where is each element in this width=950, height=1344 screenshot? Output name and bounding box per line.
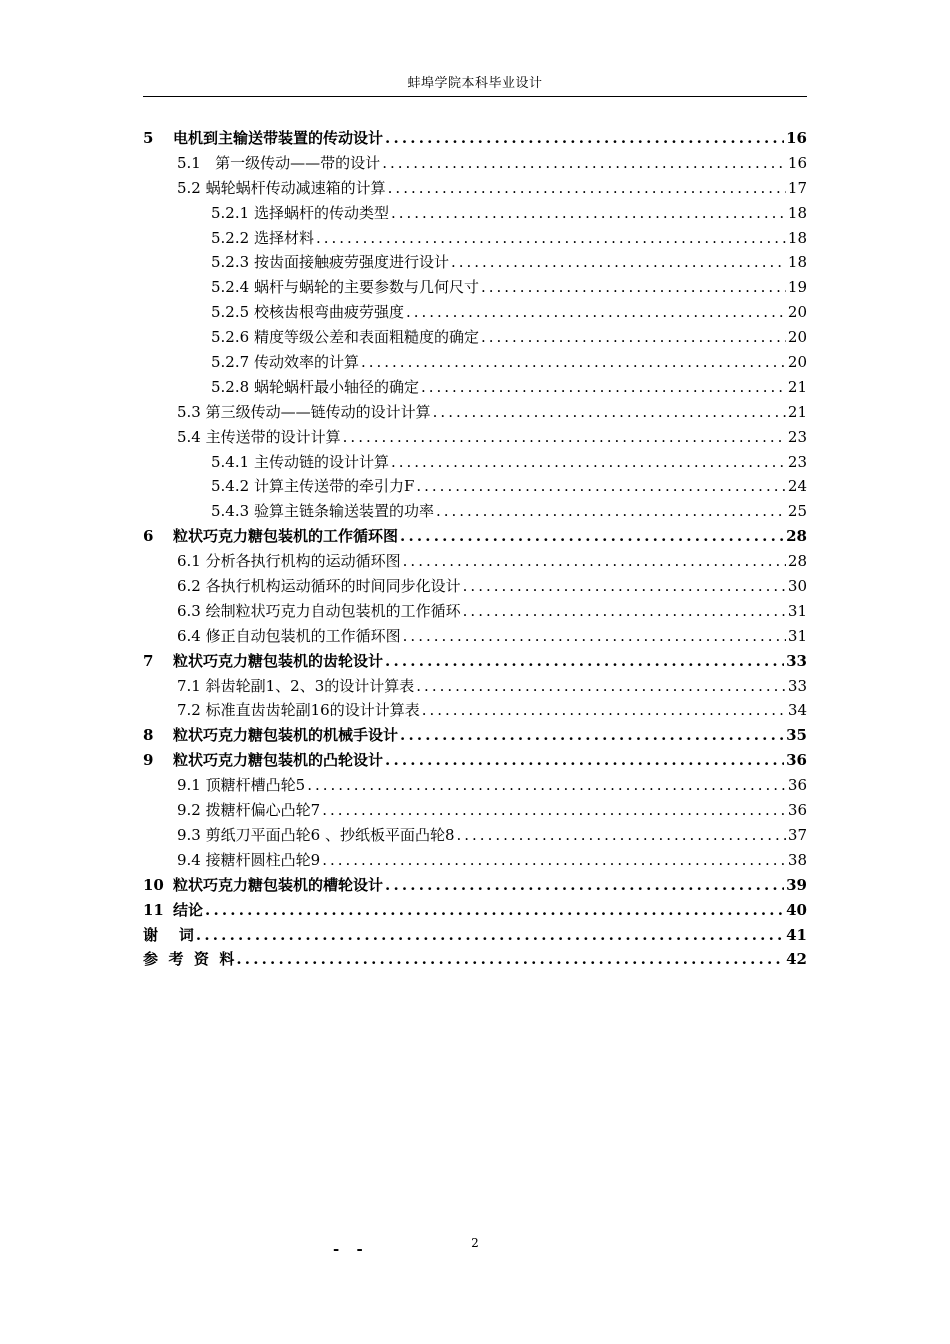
toc-entry-title: 第三级传动——链传动的设计计算 xyxy=(205,402,431,421)
toc-entry-number: 5.4.3 xyxy=(211,502,250,521)
header-divider xyxy=(143,96,807,97)
toc-entry-number: 7 xyxy=(143,651,154,670)
toc-entry-number: 6.2 xyxy=(177,577,201,596)
toc-entry[interactable] xyxy=(143,450,807,475)
toc-leader-dots xyxy=(457,823,786,848)
toc-entry-title: 校核齿根弯曲疲劳强度 xyxy=(253,303,404,322)
toc-entry-page: 16 xyxy=(787,153,807,172)
toc-entry-title: 精度等级公差和表面粗糙度的确定 xyxy=(253,328,479,347)
toc-entry-label xyxy=(211,375,419,400)
toc-entry-title: 主传送带的设计计算 xyxy=(205,427,341,446)
toc-entry-label xyxy=(177,151,380,176)
toc-entry[interactable] xyxy=(143,126,807,151)
toc-entry-number: 5 xyxy=(143,129,154,147)
toc-entry-label xyxy=(177,176,386,201)
toc-entry-number: 9.2 xyxy=(177,801,201,820)
toc-entry[interactable] xyxy=(143,151,807,176)
toc-entry-title: 接糖杆圆柱凸轮9 xyxy=(205,850,321,869)
toc-entry-title: 顶糖杆槽凸轮5 xyxy=(205,776,306,795)
toc-entry[interactable] xyxy=(143,325,807,350)
toc-entry-page: 37 xyxy=(787,825,807,844)
toc-entry-title: 传动效率的计算 xyxy=(253,353,359,372)
toc-entry-label xyxy=(177,574,461,599)
toc-entry[interactable] xyxy=(143,201,807,226)
toc-entry-number: 5.2.2 xyxy=(211,228,250,247)
toc-entry-title: 剪纸刀平面凸轮6 、抄纸板平面凸轮8 xyxy=(205,825,455,844)
toc-entry-number: 5.2.7 xyxy=(211,353,250,372)
toc-entry[interactable] xyxy=(143,574,807,599)
toc-leader-dots xyxy=(451,250,786,275)
toc-entry-title: 斜齿轮副1、2、3的设计计算表 xyxy=(205,676,415,695)
toc-entry[interactable] xyxy=(143,176,807,201)
toc-entry-page: 24 xyxy=(787,477,807,496)
toc-leader-dots xyxy=(416,674,786,699)
toc-entry[interactable] xyxy=(143,350,807,375)
toc-leader-dots xyxy=(416,474,786,499)
toc-entry-label xyxy=(177,624,401,649)
toc-entry-title: 选择材料 xyxy=(253,228,314,247)
toc-entry[interactable] xyxy=(143,723,807,748)
toc-leader-dots xyxy=(316,226,786,251)
toc-entry-page: 23 xyxy=(787,452,807,471)
toc-entry-page: 21 xyxy=(787,377,807,396)
toc-entry-label xyxy=(177,798,320,823)
toc-entry-title: 参 考 资 料 xyxy=(143,950,235,969)
toc-entry[interactable] xyxy=(143,698,807,723)
toc-entry-title: 拨糖杆偏心凸轮7 xyxy=(205,801,321,820)
toc-entry-number: 6.1 xyxy=(177,552,201,571)
toc-entry[interactable] xyxy=(143,275,807,300)
toc-leader-dots xyxy=(382,151,786,176)
toc-entry-page: 36 xyxy=(787,776,807,795)
toc-entry-label xyxy=(143,649,383,674)
toc-entry-label xyxy=(177,698,420,723)
toc-entry-title: 主传动链的设计计算 xyxy=(253,452,389,471)
toc-entry-label xyxy=(143,898,203,923)
toc-entry-page: 23 xyxy=(787,427,807,446)
toc-entry-page: 20 xyxy=(787,303,807,322)
toc-entry-title: 标准直齿齿轮副16的设计计算表 xyxy=(205,701,420,720)
toc-entry-title: 结论 xyxy=(173,900,204,919)
toc-entry-number: 6.4 xyxy=(177,626,201,645)
toc-entry-label xyxy=(143,923,194,948)
toc-leader-dots xyxy=(463,599,786,624)
toc-entry-title: 验算主链条输送装置的功率 xyxy=(253,502,434,521)
toc-leader-dots xyxy=(385,748,784,773)
toc-leader-dots xyxy=(421,375,786,400)
toc-entry[interactable] xyxy=(143,898,807,923)
toc-entry-number: 5.1 xyxy=(177,153,201,172)
toc-entry-page: 20 xyxy=(787,353,807,372)
toc-entry-page: 30 xyxy=(787,577,807,596)
toc-entry[interactable] xyxy=(143,649,807,674)
toc-entry-label xyxy=(211,450,389,475)
toc-entry-number: 5.2.5 xyxy=(211,303,250,322)
toc-entry-label xyxy=(143,873,383,898)
page-number: 2 xyxy=(471,1236,479,1250)
toc-leader-dots xyxy=(391,201,786,226)
toc-leader-dots xyxy=(343,425,786,450)
toc-leader-dots xyxy=(196,923,784,948)
toc-entry-number: 6 xyxy=(143,527,154,546)
toc-entry-title: 蜗杆与蜗轮的主要参数与几何尺寸 xyxy=(253,278,479,297)
toc-entry-page: 16 xyxy=(786,129,807,147)
toc-entry-label xyxy=(211,300,404,325)
toc-entry-label xyxy=(211,474,414,499)
toc-entry-page: 39 xyxy=(786,875,807,894)
toc-entry-page: 31 xyxy=(787,626,807,645)
toc-entry-number: 7.1 xyxy=(177,676,201,695)
toc-entry-title: 粒状巧克力糖包装机的机械手设计 xyxy=(173,726,399,745)
toc-entry-page: 18 xyxy=(787,253,807,272)
toc-entry-label xyxy=(211,250,449,275)
toc-entry-number: 5.2 xyxy=(177,178,201,197)
toc-leader-dots xyxy=(361,350,786,375)
toc-leader-dots xyxy=(385,873,784,898)
toc-leader-dots xyxy=(388,176,786,201)
toc-entry-page: 21 xyxy=(787,402,807,421)
toc-entry-label xyxy=(143,723,398,748)
toc-entry[interactable] xyxy=(143,400,807,425)
toc-entry[interactable] xyxy=(143,798,807,823)
toc-entry-number: 7.2 xyxy=(177,701,201,720)
toc-entry-title: 计算主传送带的牵引力F xyxy=(253,477,415,496)
toc-entry-label xyxy=(211,499,434,524)
toc-entry-number: 5.2.6 xyxy=(211,328,250,347)
toc-leader-dots xyxy=(205,898,784,923)
toc-entry-label xyxy=(177,848,320,873)
toc-leader-dots xyxy=(481,275,786,300)
toc-entry[interactable] xyxy=(143,823,807,848)
toc-entry-label xyxy=(177,599,461,624)
toc-leader-dots xyxy=(463,574,786,599)
toc-entry-page: 31 xyxy=(787,601,807,620)
toc-entry[interactable] xyxy=(143,873,807,898)
toc-leader-dots xyxy=(385,126,784,151)
toc-entry-page: 42 xyxy=(786,950,807,969)
toc-entry[interactable] xyxy=(143,474,807,499)
toc-entry-page: 17 xyxy=(787,178,807,197)
toc-entry-number: 9.4 xyxy=(177,850,201,869)
toc-entry[interactable] xyxy=(143,748,807,773)
toc-entry-title: 各执行机构运动循环的时间同步化设计 xyxy=(205,577,461,596)
toc-leader-dots xyxy=(391,450,786,475)
toc-leader-dots xyxy=(422,698,786,723)
footer-mark: - - xyxy=(333,1240,369,1258)
toc-entry-page: 35 xyxy=(786,726,807,745)
toc-entry[interactable] xyxy=(143,226,807,251)
toc-entry-label xyxy=(177,773,305,798)
toc-leader-dots xyxy=(385,649,784,674)
toc-entry-number: 9.1 xyxy=(177,776,201,795)
toc-leader-dots xyxy=(236,947,784,972)
toc-leader-dots xyxy=(322,798,786,823)
toc-entry-label xyxy=(177,400,431,425)
toc-entry-page: 40 xyxy=(786,900,807,919)
toc-entry-title: 分析各执行机构的运动循环图 xyxy=(205,552,401,571)
toc-entry-page: 33 xyxy=(786,651,807,670)
toc-entry[interactable] xyxy=(143,599,807,624)
toc-entry-label xyxy=(177,823,455,848)
toc-leader-dots xyxy=(433,400,786,425)
toc-entry-title: 粒状巧克力糖包装机的齿轮设计 xyxy=(173,651,384,670)
toc-entry-label xyxy=(143,947,234,972)
toc-entry-page: 33 xyxy=(787,676,807,695)
toc-entry-label xyxy=(143,524,398,549)
toc-entry-number: 9 xyxy=(143,751,154,770)
toc-entry-label xyxy=(143,748,383,773)
toc-entry[interactable] xyxy=(143,674,807,699)
toc-entry-number: 8 xyxy=(143,726,154,745)
toc-entry-label xyxy=(177,425,341,450)
toc-entry-number: 10 xyxy=(143,875,164,894)
toc-entry-number: 5.3 xyxy=(177,402,201,421)
toc-entry-title: 粒状巧克力糖包装机的工作循环图 xyxy=(173,527,399,546)
toc-entry-label xyxy=(143,126,383,151)
toc-entry-title: 按齿面接触疲劳强度进行设计 xyxy=(253,253,449,272)
toc-entry-page: 28 xyxy=(786,527,807,546)
toc-entry[interactable] xyxy=(143,300,807,325)
toc-entry-number: 5.4.2 xyxy=(211,477,250,496)
toc-entry-page: 36 xyxy=(786,751,807,770)
toc-entry-title: 谢 词 xyxy=(143,925,194,944)
toc-entry-number: 5.2.1 xyxy=(211,203,250,222)
toc-entry-label xyxy=(211,350,359,375)
toc-entry-number: 9.3 xyxy=(177,825,201,844)
toc-entry[interactable] xyxy=(143,773,807,798)
toc-entry[interactable] xyxy=(143,848,807,873)
toc-entry-number: 5.4 xyxy=(177,427,201,446)
toc-entry-label xyxy=(211,201,389,226)
toc-entry[interactable] xyxy=(143,549,807,574)
toc-entry-page: 25 xyxy=(787,502,807,521)
toc-entry[interactable] xyxy=(143,250,807,275)
toc-leader-dots xyxy=(400,524,784,549)
toc-leader-dots xyxy=(400,723,784,748)
toc-entry-page: 34 xyxy=(787,701,807,720)
toc-entry-page: 28 xyxy=(787,552,807,571)
toc-entry-title: 蜗轮蜗杆传动减速箱的计算 xyxy=(205,178,386,197)
table-of-contents xyxy=(143,126,807,972)
toc-entry-title: 粒状巧克力糖包装机的凸轮设计 xyxy=(173,751,384,770)
toc-entry-title: 绘制粒状巧克力自动包装机的工作循环 xyxy=(205,601,461,620)
toc-entry[interactable] xyxy=(143,923,807,948)
toc-entry-page: 20 xyxy=(787,328,807,347)
toc-entry[interactable] xyxy=(143,499,807,524)
toc-leader-dots xyxy=(403,549,786,574)
toc-leader-dots xyxy=(406,300,786,325)
toc-entry-number: 6.3 xyxy=(177,601,201,620)
toc-entry-page: 36 xyxy=(787,801,807,820)
toc-entry-number: 5.2.4 xyxy=(211,278,250,297)
toc-leader-dots xyxy=(322,848,786,873)
toc-entry[interactable] xyxy=(143,524,807,549)
toc-entry[interactable] xyxy=(143,375,807,400)
toc-entry-page: 18 xyxy=(787,228,807,247)
toc-entry[interactable] xyxy=(143,624,807,649)
toc-entry-label xyxy=(211,325,479,350)
toc-entry-title: 选择蜗杆的传动类型 xyxy=(253,203,389,222)
toc-entry-page: 19 xyxy=(787,278,807,297)
toc-entry-number: 11 xyxy=(143,900,164,919)
toc-entry-page: 18 xyxy=(787,203,807,222)
toc-entry-title: 蜗轮蜗杆最小轴径的确定 xyxy=(253,377,419,396)
toc-entry-title: 修正自动包装机的工作循环图 xyxy=(205,626,401,645)
toc-entry-title: 第一级传动——带的设计 xyxy=(205,153,381,172)
toc-leader-dots xyxy=(481,325,786,350)
toc-entry-label xyxy=(211,226,314,251)
toc-entry-title: 电机到主输送带装置的传动设计 xyxy=(173,129,384,147)
toc-entry[interactable] xyxy=(143,425,807,450)
toc-entry-label xyxy=(177,674,414,699)
toc-entry-page: 41 xyxy=(786,925,807,944)
toc-entry-number: 5.2.8 xyxy=(211,377,250,396)
toc-leader-dots xyxy=(307,773,786,798)
toc-entry-label xyxy=(177,549,401,574)
toc-entry-number: 5.4.1 xyxy=(211,452,250,471)
toc-entry[interactable] xyxy=(143,947,807,972)
toc-entry-label xyxy=(211,275,479,300)
toc-entry-page: 38 xyxy=(787,850,807,869)
page-header: 蚌埠学院本科毕业设计 xyxy=(407,76,543,91)
toc-leader-dots xyxy=(436,499,786,524)
toc-leader-dots xyxy=(403,624,786,649)
toc-entry-title: 粒状巧克力糖包装机的槽轮设计 xyxy=(173,875,384,894)
toc-entry-number: 5.2.3 xyxy=(211,253,250,272)
